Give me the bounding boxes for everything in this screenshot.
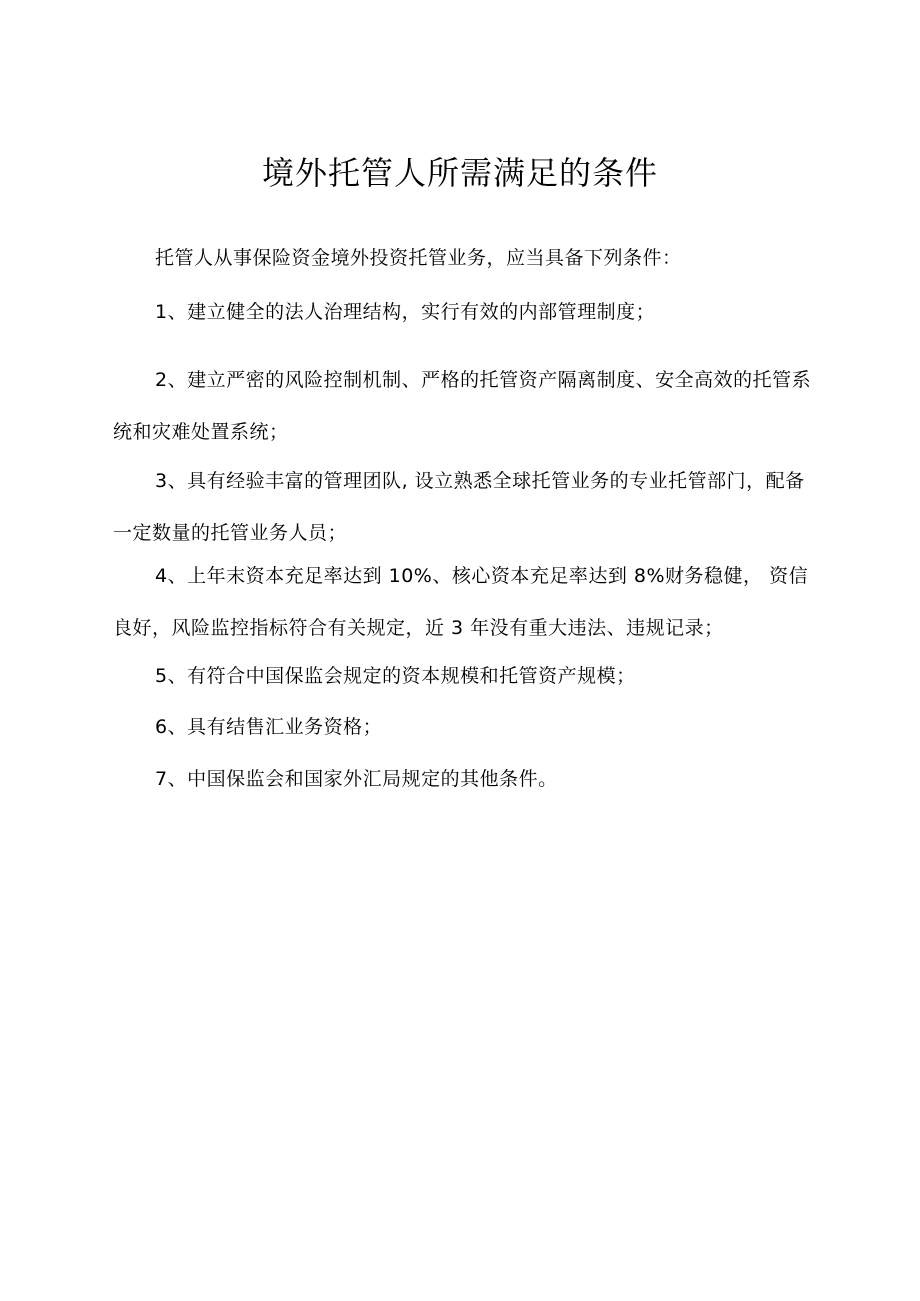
intro-paragraph: 托管人从事保险资金境外投资托管业务，应当具备下列条件： <box>155 247 682 269</box>
list-item-4: 4、上年末资本充足率达到 10%、核心资本充足率达到 8%财务稳健， 资信良好，风险监控指标符合有关规定，近 3 年没有重大违法、违规记录； <box>113 565 809 639</box>
list-item-1: 1、建立健全的法人治理结构，实行有效的内部管理制度； <box>155 301 656 323</box>
list-item-3: 3、具有经验丰富的管理团队, 设立熟悉全球托管业务的专业托管部门，配备一定数量的托管业务人员； <box>113 470 805 544</box>
list-item-5: 5、有符合中国保监会规定的资本规模和托管资产规模； <box>155 665 636 687</box>
list-item-6: 6、具有结售汇业务资格； <box>155 716 383 738</box>
list-item-7: 7、中国保监会和国家外汇局规定的其他条件。 <box>155 768 558 790</box>
document-title: 境外托管人所需满足的条件 <box>261 154 658 193</box>
list-item-2: 2、建立严密的风险控制机制、严格的托管资产隔离制度、安全高效的托管系统和灾难处置系统； <box>113 369 812 443</box>
